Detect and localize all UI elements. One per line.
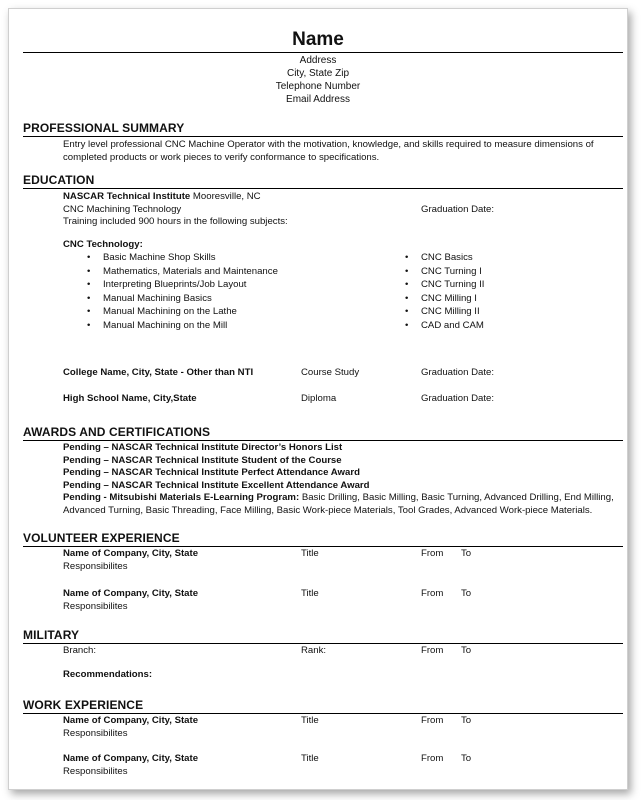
- volunteer-from: From: [421, 588, 444, 599]
- award-mitsubishi-title: Pending - Mitsubishi Materials E-Learning Program:: [63, 492, 300, 503]
- training-note: Training included 900 hours in the following subjects:: [63, 216, 288, 227]
- award-mitsubishi-text-cont: Advanced Turning, Basic Threading, Face Milling, Basic Work-piece Materials, Tool Grades, Advanced Work-piece Materials.: [63, 505, 593, 516]
- work-from: From: [421, 715, 444, 726]
- list-item: • CNC Turning II: [405, 278, 484, 292]
- graduation-date-nti: Graduation Date:: [421, 204, 495, 215]
- header-divider: [23, 52, 623, 53]
- military-from: From: [421, 645, 444, 656]
- award-mitsubishi-text: Basic Drilling, Basic Milling, Basic Turning, Advanced Drilling, End Milling,: [299, 492, 614, 503]
- volunteer-to: To: [461, 548, 472, 559]
- college-graduation: Graduation Date:: [421, 367, 495, 378]
- list-item: • CNC Turning I: [405, 265, 484, 279]
- work-title: Title: [301, 753, 319, 764]
- work-to: To: [461, 715, 472, 726]
- list-item: • Interpreting Blueprints/Job Layout: [87, 278, 278, 292]
- volunteer-to: To: [461, 588, 472, 599]
- list-item: • Manual Machining on the Mill: [87, 319, 278, 333]
- volunteer-company: Name of Company, City, State: [63, 588, 199, 599]
- work-title: Title: [301, 715, 319, 726]
- award-item: Pending – NASCAR Technical Institute Perfect Attendance Award: [63, 467, 360, 478]
- telephone: Telephone Number: [275, 81, 361, 92]
- work-from: From: [421, 753, 444, 764]
- program: CNC Machining Technology: [63, 204, 182, 215]
- subjects-heading: CNC Technology:: [63, 239, 143, 250]
- summary-text: Entry level professional CNC Machine Operator with the motivation, knowledge, and skills required to measure dimensions of completed products or work pieces to verify conformance to specifications.: [63, 139, 594, 163]
- section-heading-summary: PROFESSIONAL SUMMARY: [23, 121, 623, 137]
- work-company: Name of Company, City, State: [63, 753, 199, 764]
- list-item: • Manual Machining on the Lathe: [87, 305, 278, 319]
- list-item: • Basic Machine Shop Skills: [87, 251, 278, 265]
- award-mitsubishi: [63, 492, 614, 505]
- award-item: Pending – NASCAR Technical Institute Excellent Attendance Award: [63, 480, 370, 491]
- volunteer-from: From: [421, 548, 444, 559]
- school-name: NASCAR Technical Institute: [63, 191, 191, 202]
- school-line: [63, 191, 261, 204]
- subjects-list-left: [87, 251, 278, 332]
- volunteer-responsibilities: Responsibilites: [63, 601, 128, 612]
- work-responsibilities: Responsibilites: [63, 766, 128, 777]
- work-responsibilities: Responsibilites: [63, 728, 128, 739]
- address: Address: [299, 55, 337, 66]
- award-item: Pending – NASCAR Technical Institute Student of the Course: [63, 455, 342, 466]
- email: Email Address: [286, 94, 350, 105]
- work-company: Name of Company, City, State: [63, 715, 199, 726]
- list-item: • CNC Milling I: [405, 292, 484, 306]
- section-heading-work: WORK EXPERIENCE: [23, 698, 623, 714]
- military-rank: Rank:: [301, 645, 327, 656]
- college-study: Course Study: [301, 367, 360, 378]
- school-location: Mooresville, NC: [190, 191, 261, 202]
- high-school-study: Diploma: [301, 393, 337, 404]
- volunteer-responsibilities: Responsibilites: [63, 561, 128, 572]
- high-school-name: High School Name, City,State: [63, 393, 197, 404]
- list-item: • CNC Milling II: [405, 305, 484, 319]
- resume-name: Name: [292, 29, 344, 50]
- section-heading-volunteer: VOLUNTEER EXPERIENCE: [23, 531, 623, 547]
- work-to: To: [461, 753, 472, 764]
- high-school-graduation: Graduation Date:: [421, 393, 495, 404]
- section-heading-awards: AWARDS AND CERTIFICATIONS: [23, 425, 623, 441]
- volunteer-title: Title: [301, 588, 319, 599]
- military-to: To: [461, 645, 472, 656]
- award-item: Pending – NASCAR Technical Institute Director’s Honors List: [63, 442, 343, 453]
- section-heading-military: MILITARY: [23, 628, 623, 644]
- college-name: College Name, City, State - Other than NTI: [63, 367, 254, 378]
- list-item: • CNC Basics: [405, 251, 484, 265]
- list-item: • CAD and CAM: [405, 319, 484, 333]
- list-item: • Mathematics, Materials and Maintenance: [87, 265, 278, 279]
- resume-page: [8, 8, 628, 790]
- volunteer-company: Name of Company, City, State: [63, 548, 199, 559]
- section-heading-education: EDUCATION: [23, 173, 623, 189]
- list-item: • Manual Machining Basics: [87, 292, 278, 306]
- volunteer-title: Title: [301, 548, 319, 559]
- city-state-zip: City, State Zip: [286, 68, 350, 79]
- military-recommendations: Recommendations:: [63, 669, 153, 680]
- subjects-list-right: [405, 251, 484, 332]
- military-branch: Branch:: [63, 645, 97, 656]
